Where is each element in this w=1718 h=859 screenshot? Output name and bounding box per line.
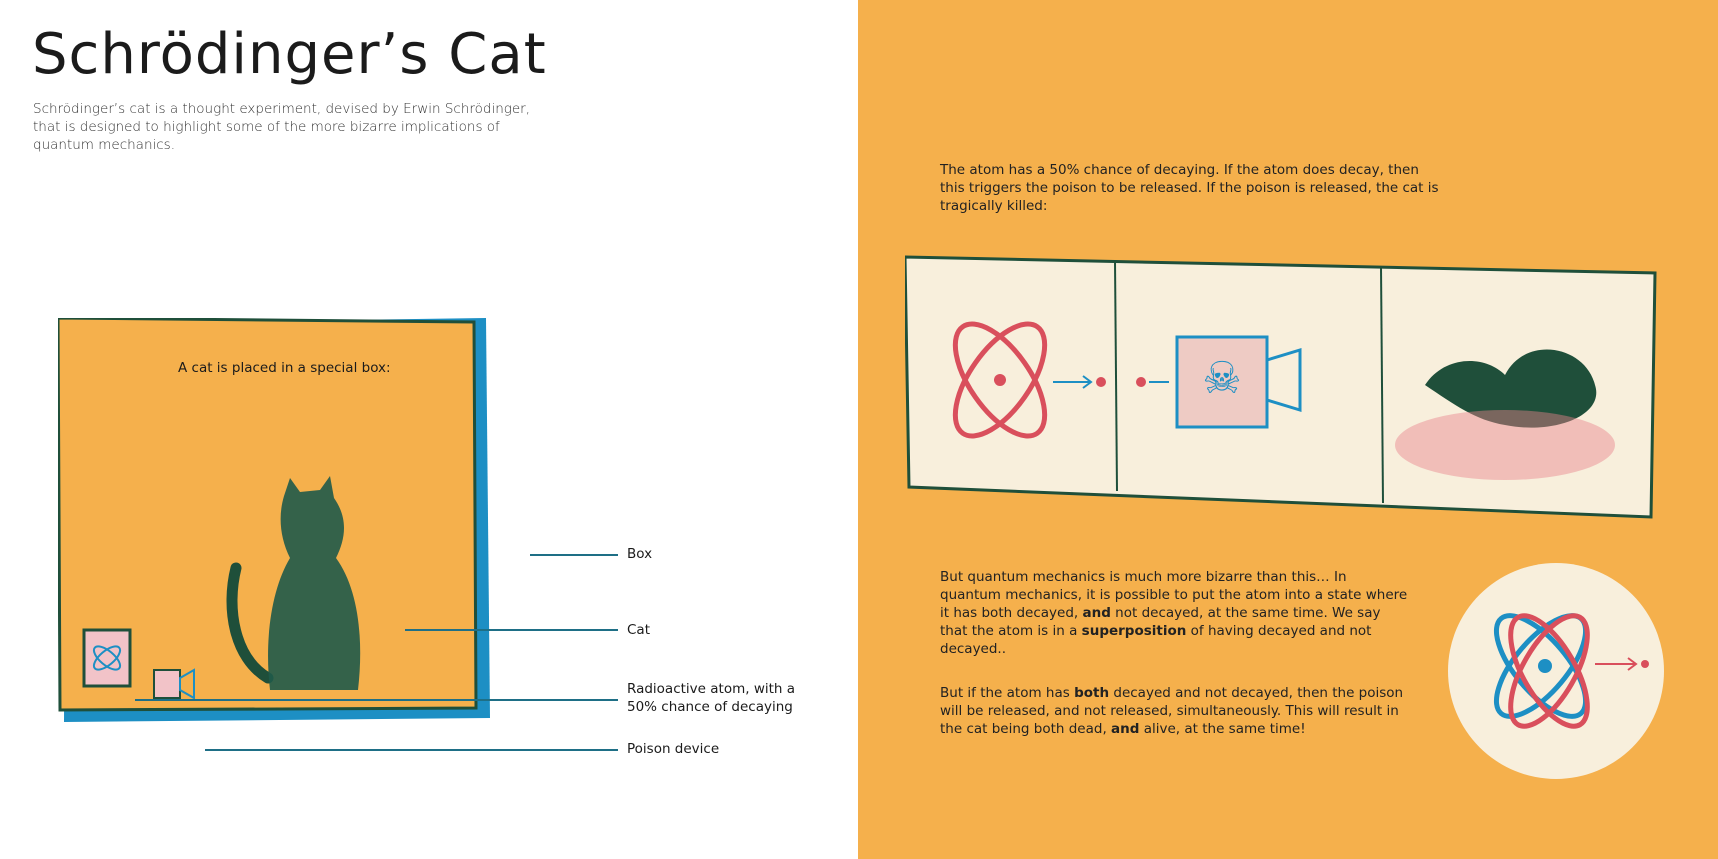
label-atom <box>627 680 795 716</box>
text: decayed and not decayed, then the poison will be released, and not released, simultaneously. This will result in the cat being both dead, <box>940 685 1404 737</box>
box-caption: A cat is placed in a special box: <box>178 360 391 376</box>
decay-paragraph: The atom has a 50% chance of decaying. If the atom does decay, then this triggers the poison to be released. If the poison is released, the cat is tragically killed: <box>940 162 1439 214</box>
label-atom-line2: 50% chance of decaying <box>627 699 793 715</box>
text: alive, at the same time! <box>1139 721 1306 737</box>
label-poison: Poison device <box>627 741 720 757</box>
page-title: Schrödinger’s Cat <box>32 22 547 87</box>
intro-text: Schrödinger’s cat is a thought experiment, devised by Erwin Schrödinger, that is designed to highlight some of the more bizarre implications of quantum mechanics. <box>33 101 531 153</box>
label-box: Box <box>627 546 653 562</box>
text: But if the atom has <box>940 685 1075 701</box>
text: of having decayed and not decayed.. <box>940 623 1372 657</box>
cat-in-box-illustration <box>58 318 528 738</box>
superposition-paragraph <box>940 568 1410 658</box>
emphasis: both <box>1074 685 1110 701</box>
emphasis: and <box>1082 605 1111 621</box>
poison-device-icon <box>154 670 180 698</box>
conclusion-paragraph <box>940 684 1410 738</box>
text: But quantum mechanics is much more bizarre than this… In quantum mechanics, it is possible to put the atom into a state where it has both decayed, <box>940 569 1408 621</box>
decay-sequence-illustration <box>905 255 1657 520</box>
text: not decayed, at the same time. We say that the atom is in a <box>940 605 1381 639</box>
skull-icon: ☠ <box>1202 353 1242 404</box>
emphasis: superposition <box>1081 623 1187 639</box>
superposition-atom-illustration <box>1445 560 1667 782</box>
emphasis: and <box>1111 721 1140 737</box>
label-cat: Cat <box>627 622 650 638</box>
atom-box-icon <box>84 630 130 686</box>
left-page <box>0 0 858 859</box>
label-atom-line1: Radioactive atom, with a <box>627 681 796 697</box>
